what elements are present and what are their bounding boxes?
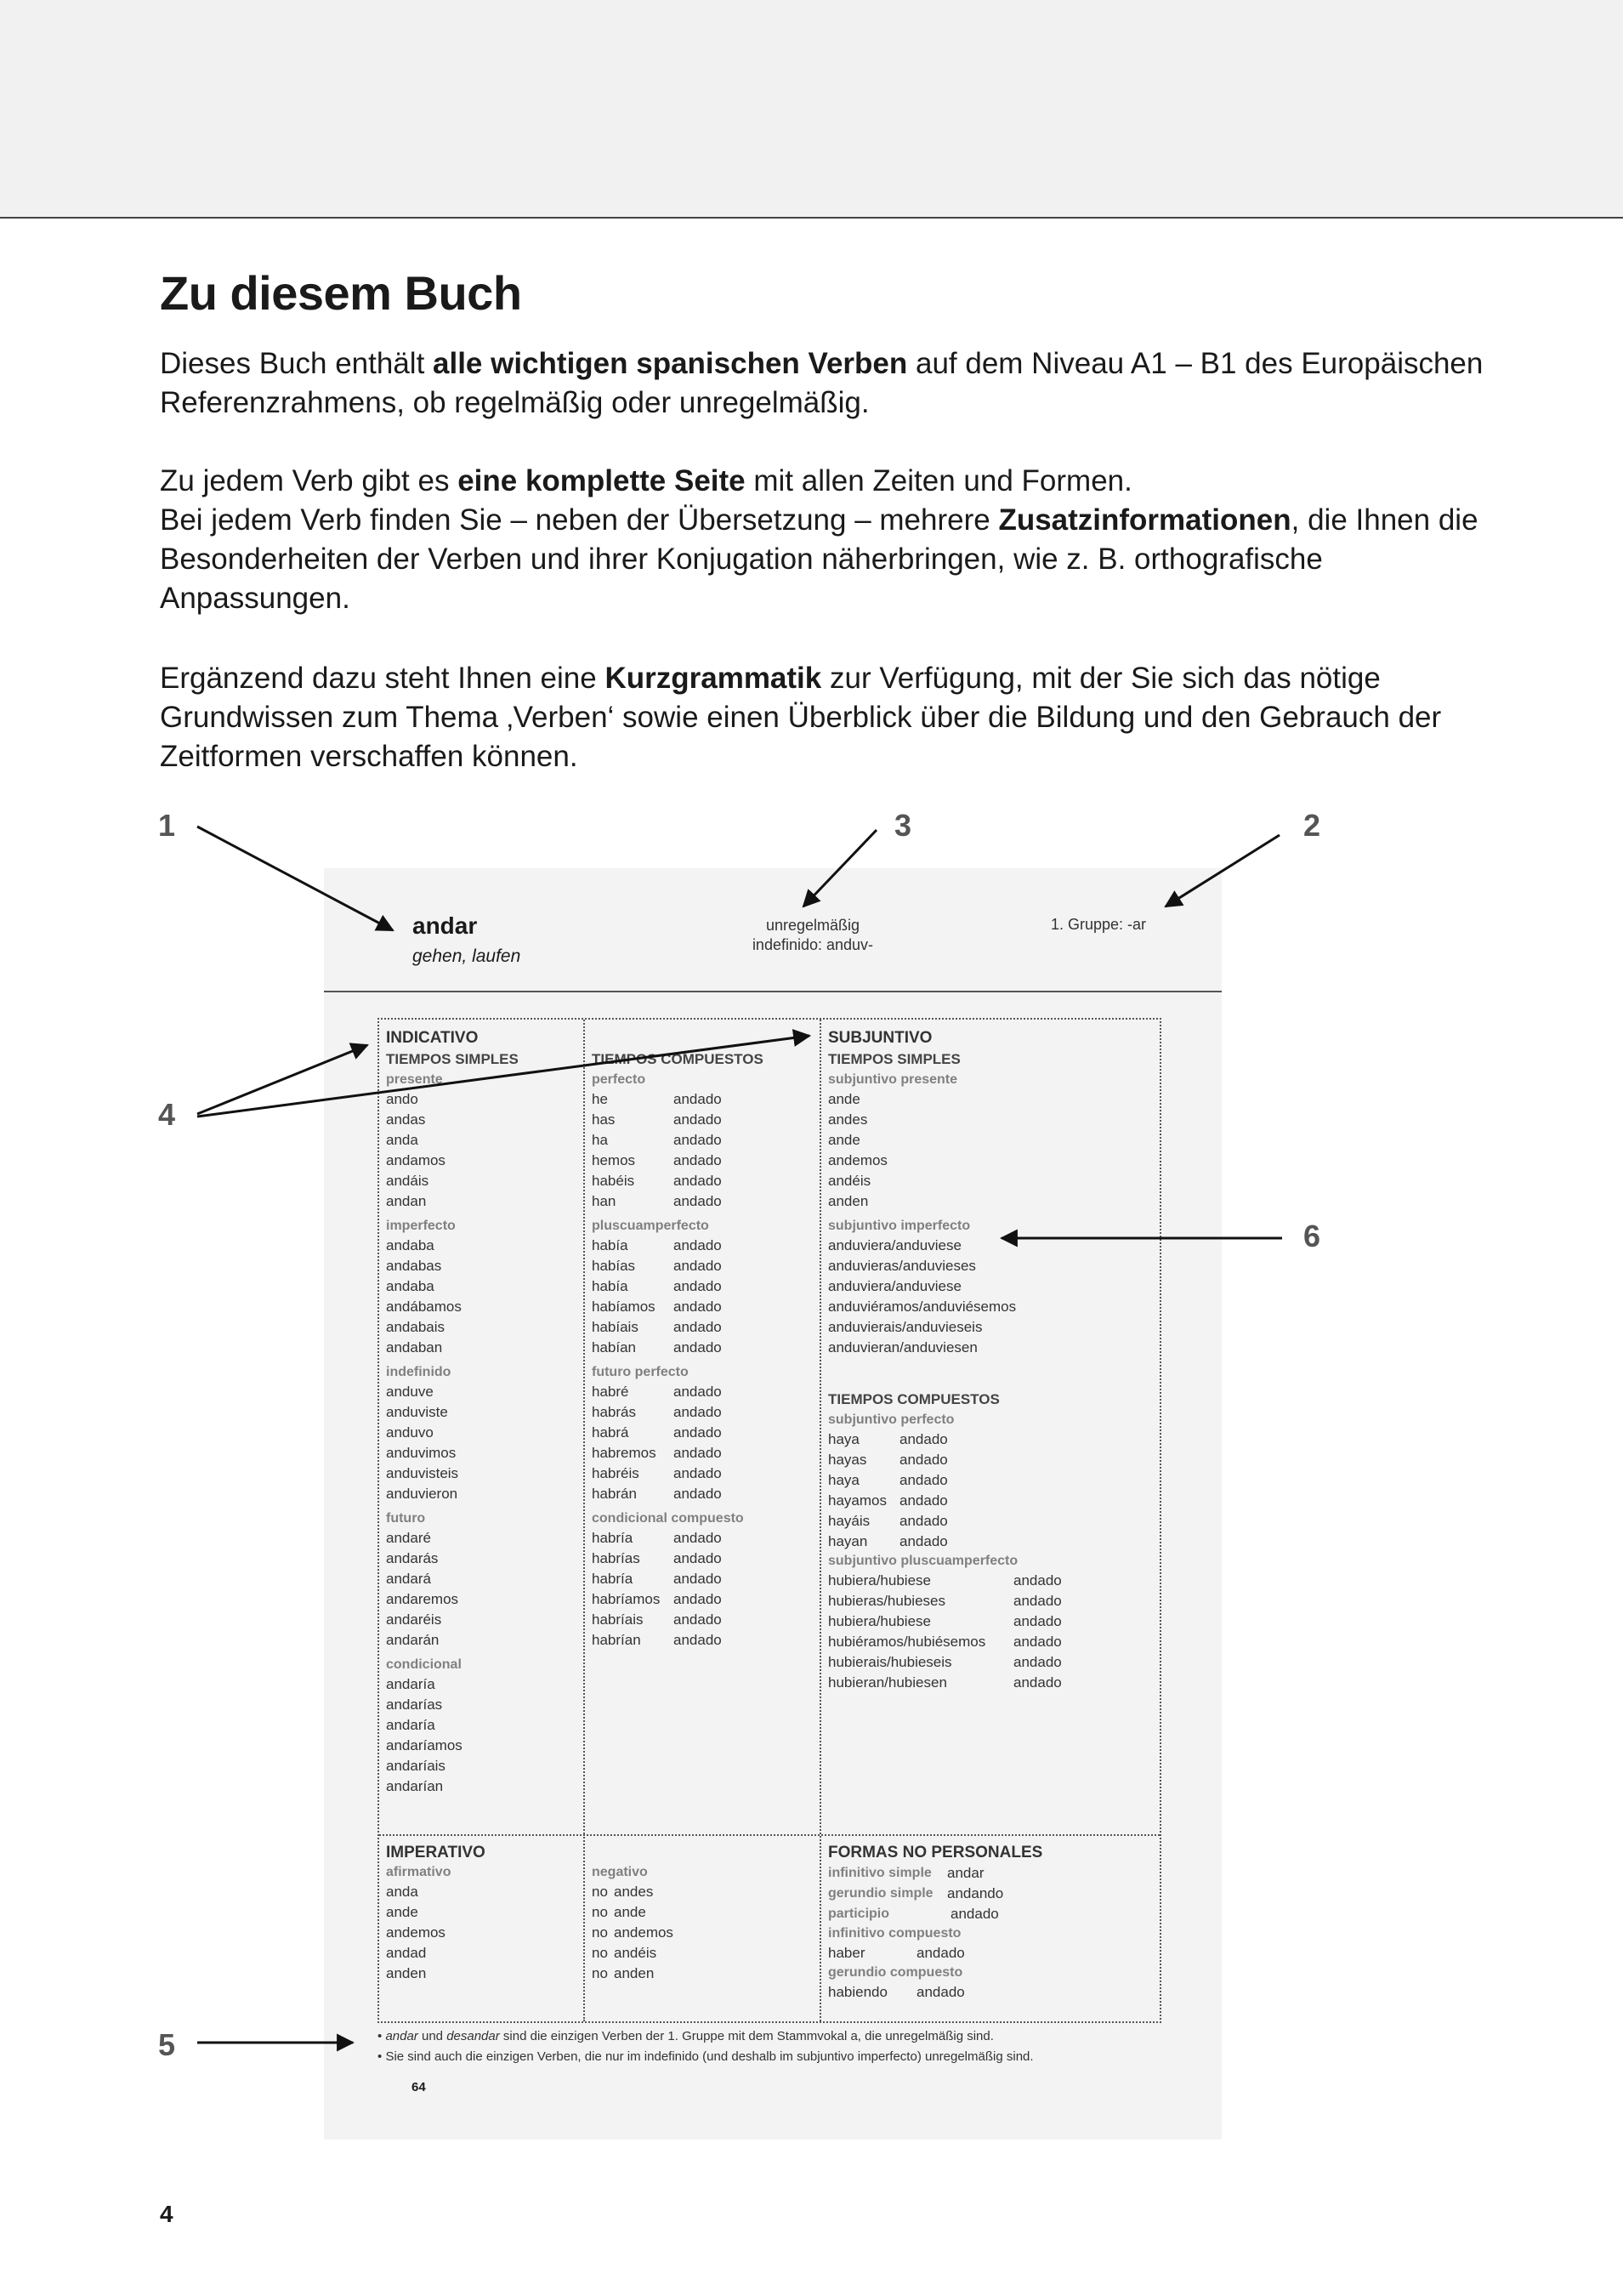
participle-form: andado	[899, 1513, 948, 1529]
bold-run: eine komplette Seite	[457, 464, 746, 497]
text-run: auf dem Niveau A1 – B1 des Europäischen Referenzrahmens, ob regelmäßig oder unregelmäßig.	[160, 347, 1484, 419]
participle-form: andado	[1013, 1572, 1062, 1588]
verb-form: ande	[386, 1904, 418, 1920]
auxiliary-form: no	[592, 1904, 608, 1920]
participle-form: andado	[1013, 1654, 1062, 1670]
verb-form: andarías	[386, 1696, 443, 1713]
auxiliary-form: habrás	[592, 1404, 636, 1420]
callout-1: 1	[158, 808, 176, 843]
form-label: infinitivo compuesto	[828, 1926, 962, 1941]
auxiliary-form: hayan	[828, 1533, 868, 1549]
participle-form: andado	[673, 1193, 722, 1209]
participle-form: andado	[673, 1152, 722, 1168]
form-label: gerundio compuesto	[828, 1965, 963, 1980]
page-number: 4	[160, 2201, 173, 2227]
auxiliary-form: habríais	[592, 1611, 644, 1628]
text-run: Ergänzend dazu steht Ihnen eine	[160, 662, 605, 695]
callout-5: 5	[158, 2027, 176, 2062]
auxiliary-form: haber	[828, 1945, 865, 1961]
auxiliary-form: habréis	[592, 1465, 639, 1481]
participle-form: andado	[916, 1945, 965, 1961]
verb-form: andará	[386, 1571, 431, 1587]
participle-form: andado	[673, 1591, 722, 1607]
text-run: Dieses Buch enthält	[160, 347, 434, 380]
auxiliary-form: hayas	[828, 1452, 867, 1468]
verb-form: andas	[386, 1111, 426, 1128]
verb-form: andaba	[386, 1237, 434, 1253]
note-text: sind die einzigen Verben der 1. Gruppe mit dem Stammvokal a, die unregelmäßig sind.	[499, 2029, 994, 2043]
form-label: gerundio simple	[828, 1886, 934, 1901]
tense-label: subjuntivo imperfecto	[828, 1219, 971, 1233]
auxiliary-form: has	[592, 1111, 616, 1128]
callout-2: 2	[1303, 808, 1321, 843]
sample-page-number: 64	[411, 2080, 426, 2094]
auxiliary-form: he	[592, 1091, 608, 1107]
verb-form: andan	[386, 1193, 427, 1209]
verb-form: andábamos	[386, 1299, 462, 1315]
form-label: infinitivo simple	[828, 1866, 932, 1880]
text-run: Zu jedem Verb gibt es	[160, 464, 458, 497]
participle-form: andado	[673, 1486, 722, 1502]
participle-form: andado	[673, 1424, 722, 1441]
auxiliary-form: no	[592, 1884, 608, 1900]
verb-form: andéis	[828, 1173, 871, 1189]
auxiliary-form: habíamos	[592, 1299, 655, 1315]
text-run: mit allen Zeiten und Formen.	[745, 464, 1132, 497]
auxiliary-form: había	[592, 1278, 628, 1294]
participle-form: andado	[673, 1530, 722, 1546]
auxiliary-form: habías	[592, 1258, 636, 1274]
bold-run: Zusatzinformationen	[998, 503, 1291, 537]
tense-label: presente	[386, 1072, 443, 1087]
auxiliary-form: habrá	[592, 1424, 629, 1441]
verb-title: andar	[412, 912, 478, 939]
verb-form: andad	[386, 1945, 427, 1961]
auxiliary-form: haya	[828, 1431, 860, 1447]
tense-label: perfecto	[592, 1072, 646, 1087]
tense-label: subjuntivo pluscuamperfecto	[828, 1554, 1019, 1568]
auxiliary-form: habían	[592, 1339, 636, 1355]
tense-label: condicional compuesto	[592, 1511, 744, 1526]
verb-form: anduve	[386, 1384, 434, 1400]
tense-label: futuro perfecto	[592, 1365, 689, 1379]
verb-form: andarán	[386, 1632, 440, 1648]
participle-form: andado	[899, 1492, 948, 1509]
tense-label: subjuntivo presente	[828, 1072, 958, 1087]
participle-form: andado	[916, 1984, 965, 2000]
tiempos-compuestos-heading: TIEMPOS COMPUESTOS	[828, 1391, 1000, 1407]
verb-form: andaríamos	[386, 1737, 462, 1753]
bold-run: alle wichtigen spanischen Verben	[433, 347, 908, 380]
auxiliary-form: hemos	[592, 1152, 636, 1168]
text-run: Bei jedem Verb finden Sie – neben der Übersetzung – mehrere	[160, 503, 999, 537]
callout-3: 3	[894, 808, 912, 843]
formas-heading: FORMAS NO PERSONALES	[828, 1844, 1043, 1861]
auxiliary-form: habiendo	[828, 1984, 888, 2000]
auxiliary-form: hubiéramos/hubiésemos	[828, 1634, 986, 1650]
arrow-1	[197, 827, 393, 930]
auxiliary-form: habrán	[592, 1486, 637, 1502]
tense-label: afirmativo	[386, 1865, 451, 1879]
verb-form: andaréis	[386, 1611, 442, 1628]
participle-form: andado	[673, 1550, 722, 1566]
form-value: andando	[947, 1885, 1004, 1901]
tiempos-simples-heading: TIEMPOS SIMPLES	[386, 1051, 519, 1067]
form-value: andar	[947, 1865, 985, 1881]
verb-form: andaba	[386, 1278, 434, 1294]
verb-form: anduvisteis	[386, 1465, 459, 1481]
callout-4: 4	[158, 1097, 176, 1132]
verb-form: anden	[386, 1965, 427, 1981]
verb-form: andarían	[386, 1778, 444, 1794]
participle-form: andado	[673, 1091, 722, 1107]
arrow-4a	[197, 1045, 367, 1114]
auxiliary-form: hubiera/hubiese	[828, 1572, 931, 1588]
participle-form: andado	[673, 1111, 722, 1128]
verb-form: andaré	[386, 1530, 431, 1546]
participle-form: andado	[899, 1533, 948, 1549]
tense-label: imperfecto	[386, 1219, 456, 1233]
verb-form: andamos	[386, 1152, 445, 1168]
irregular-label: unregelmäßig	[765, 917, 860, 934]
participle-form: andado	[1013, 1674, 1062, 1691]
tense-label: negativo	[592, 1865, 648, 1879]
participle-form: andado	[673, 1237, 722, 1253]
participle-form: andado	[673, 1465, 722, 1481]
participle-form: andemos	[614, 1924, 673, 1941]
bullet: •	[377, 2049, 383, 2064]
participle-form: anden	[614, 1965, 655, 1981]
verb-form: anduviéramos/anduviésemos	[828, 1299, 1017, 1315]
auxiliary-form: ha	[592, 1132, 608, 1148]
auxiliary-form: habríamos	[592, 1591, 661, 1607]
participle-form: andado	[673, 1299, 722, 1315]
tense-label: indefinido	[386, 1365, 451, 1379]
bold-run: Kurzgrammatik	[604, 662, 822, 695]
verb-form: anduvieran/anduviesen	[828, 1339, 978, 1355]
participle-form: andado	[673, 1278, 722, 1294]
verb-form: anduvierais/anduvieseis	[828, 1319, 983, 1335]
auxiliary-form: no	[592, 1945, 608, 1961]
auxiliary-form: hayáis	[828, 1513, 871, 1529]
verb-form: andaban	[386, 1339, 443, 1355]
form-label: participio	[828, 1907, 890, 1921]
verb-form: anduvieron	[386, 1486, 458, 1502]
auxiliary-form: no	[592, 1965, 608, 1981]
text-run: zur Verfügung, mit der Sie sich das nötige Grundwissen zum Thema ‚Verben‘ sowie einen Überblick über die Bildung und den Gebrauch der Zeitformen verschaffen können.	[160, 662, 1442, 773]
verb-form: anduviera/anduviese	[828, 1237, 962, 1253]
participle-form: andado	[673, 1445, 722, 1461]
tense-label: subjuntivo perfecto	[828, 1412, 955, 1427]
verb-form: anda	[386, 1884, 418, 1900]
auxiliary-form: hubierais/hubieseis	[828, 1654, 952, 1670]
verb-form: anduvimos	[386, 1445, 457, 1461]
participle-form: andado	[673, 1258, 722, 1274]
tense-label: futuro	[386, 1511, 426, 1526]
participle-form: andado	[673, 1571, 722, 1587]
page-title: Zu diesem Buch	[160, 266, 522, 320]
auxiliary-form: había	[592, 1237, 628, 1253]
auxiliary-form: habremos	[592, 1445, 656, 1461]
participle-form: andado	[673, 1632, 722, 1648]
verb-form: andabas	[386, 1258, 442, 1274]
verb-form: anduvieras/anduvieses	[828, 1258, 976, 1274]
auxiliary-form: hayamos	[828, 1492, 887, 1509]
verb-form: andaríais	[386, 1758, 445, 1774]
note-text: Sie sind auch die einzigen Verben, die nur im indefinido (und deshalb im subjuntivo imperfecto) unregelmäßig sind.	[385, 2049, 1034, 2064]
note-emphasis: andar	[385, 2029, 418, 2043]
callout-6: 6	[1303, 1219, 1321, 1253]
auxiliary-form: haya	[828, 1472, 860, 1488]
participle-form: andado	[1013, 1613, 1062, 1629]
participle-form: ande	[614, 1904, 646, 1920]
participle-form: andado	[899, 1431, 948, 1447]
auxiliary-form: habré	[592, 1384, 629, 1400]
participle-form: andado	[1013, 1593, 1062, 1609]
tiempos-simples-heading: TIEMPOS SIMPLES	[828, 1051, 961, 1067]
tense-label: pluscuamperfecto	[592, 1219, 709, 1233]
participle-form: andado	[1013, 1634, 1062, 1650]
auxiliary-form: hubiera/hubiese	[828, 1613, 931, 1629]
auxiliary-form: habrías	[592, 1550, 640, 1566]
verb-form: andes	[828, 1111, 868, 1128]
auxiliary-form: habíais	[592, 1319, 638, 1335]
verb-form: ando	[386, 1091, 418, 1107]
auxiliary-form: no	[592, 1924, 608, 1941]
verb-group: 1. Gruppe: -ar	[1051, 916, 1147, 933]
tense-label: condicional	[386, 1657, 462, 1672]
verb-form: andarás	[386, 1550, 439, 1566]
imperativo-heading: IMPERATIVO	[386, 1844, 485, 1861]
participle-form: andado	[673, 1339, 722, 1355]
auxiliary-form: habría	[592, 1571, 633, 1587]
arrow-2	[1166, 835, 1280, 906]
participle-form: andado	[673, 1384, 722, 1400]
participle-form: andado	[673, 1173, 722, 1189]
verb-form: anduviera/anduviese	[828, 1278, 962, 1294]
participle-form: andado	[899, 1472, 948, 1488]
verb-form: andabais	[386, 1319, 445, 1335]
verb-form: andáis	[386, 1173, 429, 1189]
participle-form: andado	[673, 1404, 722, 1420]
arrow-3	[803, 830, 877, 906]
text-run: , die Ihnen die Besonderheiten der Verben und ihrer Konjugation näherbringen, wie z. B. orthografische Anpassungen.	[160, 503, 1478, 615]
auxiliary-form: han	[592, 1193, 616, 1209]
note-text: und	[417, 2029, 447, 2043]
verb-form: anduvo	[386, 1424, 434, 1441]
verb-form: anduviste	[386, 1404, 448, 1420]
note-emphasis: desandar	[446, 2029, 500, 2043]
auxiliary-form: hubieran/hubiesen	[828, 1674, 947, 1691]
verb-form: ande	[828, 1091, 860, 1107]
participle-form: andado	[899, 1452, 948, 1468]
participle-form: andes	[614, 1884, 654, 1900]
verb-form: anda	[386, 1132, 418, 1148]
auxiliary-form: hubieras/hubieses	[828, 1593, 945, 1609]
participle-form: andado	[673, 1132, 722, 1148]
verb-form: andaremos	[386, 1591, 459, 1607]
verb-form: andaría	[386, 1717, 435, 1733]
auxiliary-form: habéis	[592, 1173, 635, 1189]
indicativo-heading: INDICATIVO	[386, 1029, 479, 1047]
verb-translation: gehen, laufen	[412, 946, 521, 966]
verb-form: andaría	[386, 1676, 435, 1692]
verb-form: andemos	[828, 1152, 888, 1168]
bullet: •	[377, 2029, 383, 2043]
tiempos-compuestos-heading: TIEMPOS COMPUESTOS	[592, 1051, 763, 1067]
form-value: andado	[951, 1906, 999, 1922]
auxiliary-form: habría	[592, 1530, 633, 1546]
verb-form: andemos	[386, 1924, 445, 1941]
verb-form: ande	[828, 1132, 860, 1148]
indefinido-stem: indefinido: anduv-	[752, 936, 874, 953]
participle-form: andado	[673, 1319, 722, 1335]
participle-form: andéis	[614, 1945, 657, 1961]
auxiliary-form: habrían	[592, 1632, 641, 1648]
subjuntivo-heading: SUBJUNTIVO	[828, 1029, 933, 1047]
verb-form: anden	[828, 1193, 869, 1209]
participle-form: andado	[673, 1611, 722, 1628]
